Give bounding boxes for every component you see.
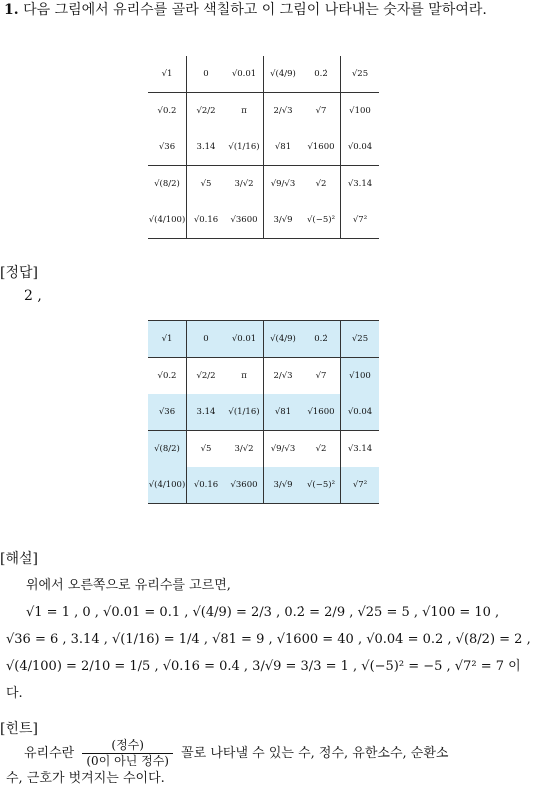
grid-cell: √0.04 <box>341 129 380 166</box>
grid-cell: √3.14 <box>347 179 373 189</box>
grid-cell: 3/√2 <box>225 166 264 203</box>
grid-cell: 3/√9 <box>264 202 303 239</box>
grid-cell: √7 <box>302 358 341 395</box>
number-grid-colored <box>148 320 379 504</box>
grid-cell: 0 <box>187 321 226 358</box>
grid-cell: √3.14 <box>347 444 373 454</box>
grid-cell: √81 <box>264 129 303 166</box>
grid-cell: √2/2 <box>196 106 216 116</box>
grid-cell: √2 <box>302 431 341 468</box>
grid-cell: √5 <box>200 179 212 189</box>
grid-cell: √0.16 <box>187 467 226 504</box>
hint-body <box>6 738 534 789</box>
grid-cell: √(1/16) <box>225 129 264 166</box>
grid-cell: √0.16 <box>187 202 226 239</box>
grid-row <box>148 358 379 395</box>
grid-cell: √1 <box>148 56 187 93</box>
grid-cell: 0.2̇ <box>302 56 341 93</box>
grid-row <box>148 431 379 468</box>
grid-cell: √25 <box>341 321 380 358</box>
hint-label: [힌트] <box>0 721 38 737</box>
grid-cell: √(4/100) <box>148 467 187 504</box>
grid-row <box>148 467 379 504</box>
grid-row <box>148 202 379 239</box>
explanation-line-2: √36 = 6 , 3.14 , √(1/16) = 1/4 , √81 = 9 , √1600 = 40 , √0.04 = 0.2 , √(8/2) = 2 , <box>6 632 531 647</box>
grid-cell: 0 <box>187 56 226 93</box>
grid-cell: √0.2 <box>148 93 187 130</box>
grid-cell: √9/√3 <box>270 444 296 454</box>
grid-cell: √100 <box>349 106 371 116</box>
hint-suffix: 꼴로 나타낼 수 있는 수, 정수, 유한소수, 순환소 <box>181 746 449 761</box>
grid-cell: √36 <box>148 394 187 431</box>
grid-cell: 3/√9 <box>264 467 303 504</box>
grid-cell: 2/√3 <box>273 371 293 381</box>
grid-cell: √3600 <box>225 202 264 239</box>
grid-cell: √36 <box>148 129 187 166</box>
question-number: 1. <box>4 2 19 18</box>
hint-prefix: 유리수란 <box>24 746 75 761</box>
grid-cell: √(8/2) <box>148 431 187 468</box>
grid-cell: 3.14 <box>187 129 226 166</box>
grid-row <box>148 394 379 431</box>
hint-fraction <box>82 738 173 769</box>
explanation-line-3: √(4/100) = 2/10 = 1/5 , √0.16 = 0.4 , 3/√9 = 3/3 = 1 , √(−5)² = −5 , √7² = 7 이다. <box>6 659 521 701</box>
grid-cell: √1600 <box>302 129 341 166</box>
grid-row <box>148 93 379 130</box>
grid-cell: 3.14 <box>187 394 226 431</box>
grid-cell: √7² <box>341 202 380 239</box>
grid-cell: √7 <box>302 93 341 130</box>
grid-cell: √(−5)² <box>302 467 341 504</box>
grid-cell: √0.01 <box>225 56 264 93</box>
grid-cell: √(8/2) <box>148 166 187 203</box>
question-text: 다음 그림에서 유리수를 골라 색칠하고 이 그림이 나타내는 숫자를 말하여라. <box>23 2 487 18</box>
answer-label: [정답] <box>0 265 38 281</box>
grid-cell: √1600 <box>302 394 341 431</box>
grid-cell: √0.01 <box>225 321 264 358</box>
grid-cell: √(−5)² <box>302 202 341 239</box>
grid-cell: √0.2 <box>148 358 187 395</box>
grid-cell: √(4/100) <box>148 202 187 239</box>
grid-cell: √2 <box>302 166 341 203</box>
grid-cell: √(1/16) <box>225 394 264 431</box>
answer-value: 2 , <box>24 288 42 304</box>
hint-numerator: (정수) <box>82 738 173 754</box>
grid-cell: √5 <box>200 444 212 454</box>
grid-cell: √(4/9) <box>264 321 303 358</box>
grid-cell: 3/√2 <box>225 431 264 468</box>
grid-cell: √1 <box>148 321 187 358</box>
grid-cell: √25 <box>341 56 380 93</box>
grid-row <box>148 56 379 93</box>
grid-row <box>148 166 379 203</box>
question <box>4 0 534 21</box>
hint-line-2: 수, 근호가 벗겨지는 수이다. <box>6 771 165 786</box>
grid-cell: √100 <box>341 358 380 395</box>
grid-cell: √9/√3 <box>270 179 296 189</box>
grid-cell: √7² <box>341 467 380 504</box>
grid-cell: √81 <box>264 394 303 431</box>
grid-row <box>148 321 379 358</box>
grid-cell: √0.04 <box>341 394 380 431</box>
grid-cell: π <box>225 358 264 395</box>
grid-cell: √3600 <box>225 467 264 504</box>
grid-cell: 0.2̇ <box>302 321 341 358</box>
number-grid-blank <box>148 56 379 239</box>
explanation-intro: 위에서 오른쪽으로 유리수를 고르면, <box>26 578 231 593</box>
explanation-body <box>6 572 534 707</box>
explanation-line-1: √1 = 1 , 0 , √0.01 = 0.1 , √(4/9) = 2/3 , 0.2̇ = 2/9 , √25 = 5 , √100 = 10 , <box>26 605 500 620</box>
grid-cell: √(4/9) <box>264 56 303 93</box>
grid-cell: π <box>225 93 264 130</box>
grid-row <box>148 129 379 166</box>
hint-denominator: (0이 아닌 정수) <box>86 754 169 768</box>
explanation-label: [해설] <box>0 551 38 567</box>
grid-cell: √2/2 <box>196 371 216 381</box>
grid-cell: 2/√3 <box>273 106 293 116</box>
